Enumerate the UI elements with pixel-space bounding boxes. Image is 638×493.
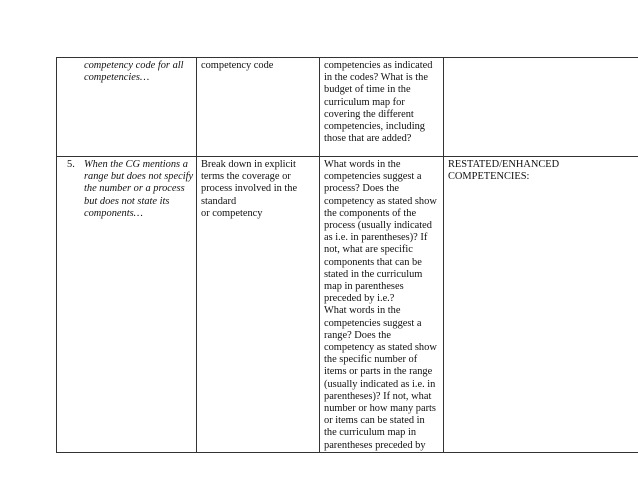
- cell-text-line: covering the different: [324, 108, 414, 120]
- cell-text-line: range? Does the: [324, 329, 391, 341]
- cell-text-line: process? Does the: [324, 183, 400, 195]
- cell-text-line: the number or a process: [84, 183, 185, 195]
- cell-text-line: components…: [84, 207, 143, 219]
- situation-text: [61, 159, 192, 220]
- cell-text-line: competency code: [201, 60, 274, 71]
- cell-text-line: but does not state its: [84, 195, 170, 207]
- output-cell: [444, 157, 638, 453]
- cell-text-line: (usually indicated as i.e. in: [324, 378, 436, 390]
- table-row: [57, 157, 638, 453]
- cell-text-line: competencies suggest a: [324, 171, 422, 183]
- cell-text-line: map in parentheses: [324, 281, 404, 293]
- cell-text-line: process involved in the: [201, 183, 298, 195]
- cell-text-line: competencies suggest a: [324, 317, 422, 329]
- cell-text-line: items or parts in the range: [324, 366, 433, 378]
- cell-text-line: or items can be stated in: [324, 415, 425, 427]
- cell-text-line: or competency: [201, 207, 263, 219]
- table-row: [57, 58, 638, 157]
- cell-text-line: competencies, including: [324, 121, 425, 133]
- guide-situation-cell: [57, 58, 197, 157]
- cell-text-line: COMPETENCIES:: [448, 171, 530, 183]
- output-text: [448, 159, 638, 183]
- cell-text-line: competency as stated show: [324, 195, 437, 207]
- cell-text-line: process (usually indicated: [324, 220, 432, 232]
- cell-text-line: those that are added?: [324, 133, 412, 145]
- cell-text-line: What words in the: [324, 305, 401, 317]
- cell-text-line: range but does not specify: [84, 171, 194, 183]
- cell-text-line: Break down in explicit: [201, 159, 296, 170]
- guide-situation-cell: [57, 157, 197, 453]
- action-text: [201, 159, 315, 220]
- cell-text-line: What words in the: [324, 159, 401, 170]
- cell-text-line: stated in the curriculum: [324, 268, 423, 280]
- cell-text-line: the components of the: [324, 207, 417, 219]
- action-cell: [197, 157, 320, 453]
- cell-text-line: budget of time in the: [324, 84, 411, 96]
- situation-text: [61, 60, 192, 84]
- cell-text-line: components that can be: [324, 256, 422, 268]
- cell-text-line: competencies…: [84, 72, 150, 84]
- cell-text-line: standard: [201, 195, 237, 207]
- guide-table: [56, 57, 638, 453]
- cell-text-line: RESTATED/ENHANCED: [448, 159, 560, 170]
- cell-text-line: as i.e. in parentheses)? If: [324, 232, 428, 244]
- guide-question-text: [324, 159, 439, 452]
- output-cell: [444, 58, 638, 157]
- action-cell: [197, 58, 320, 157]
- cell-text-line: the curriculum map in: [324, 427, 417, 439]
- cell-text-line: When the CG mentions a: [84, 159, 188, 170]
- guide-question-cell: [320, 157, 444, 453]
- cell-text-line: not, what are specific: [324, 244, 413, 256]
- cell-text-line: preceded by i.e.?: [324, 293, 395, 305]
- cell-text-line: competency code for all: [84, 60, 184, 71]
- guide-question-text: [324, 60, 439, 145]
- cell-text-line: competencies as indicated: [324, 60, 433, 71]
- action-text: [201, 60, 315, 72]
- guide-question-cell: [320, 58, 444, 157]
- row-number: 5.: [67, 159, 75, 170]
- cell-text-line: curriculum map for: [324, 96, 405, 108]
- cell-text-line: parentheses)? If not, what: [324, 390, 432, 402]
- cell-text-line: competency as stated show: [324, 342, 437, 354]
- cell-text-line: number or how many parts: [324, 403, 436, 415]
- cell-text-line: parentheses preceded by: [324, 439, 426, 451]
- cell-text-line: terms the coverage or: [201, 171, 291, 183]
- cell-text-line: the specific number of: [324, 354, 418, 366]
- cell-text-line: in the codes? What is the: [324, 72, 428, 84]
